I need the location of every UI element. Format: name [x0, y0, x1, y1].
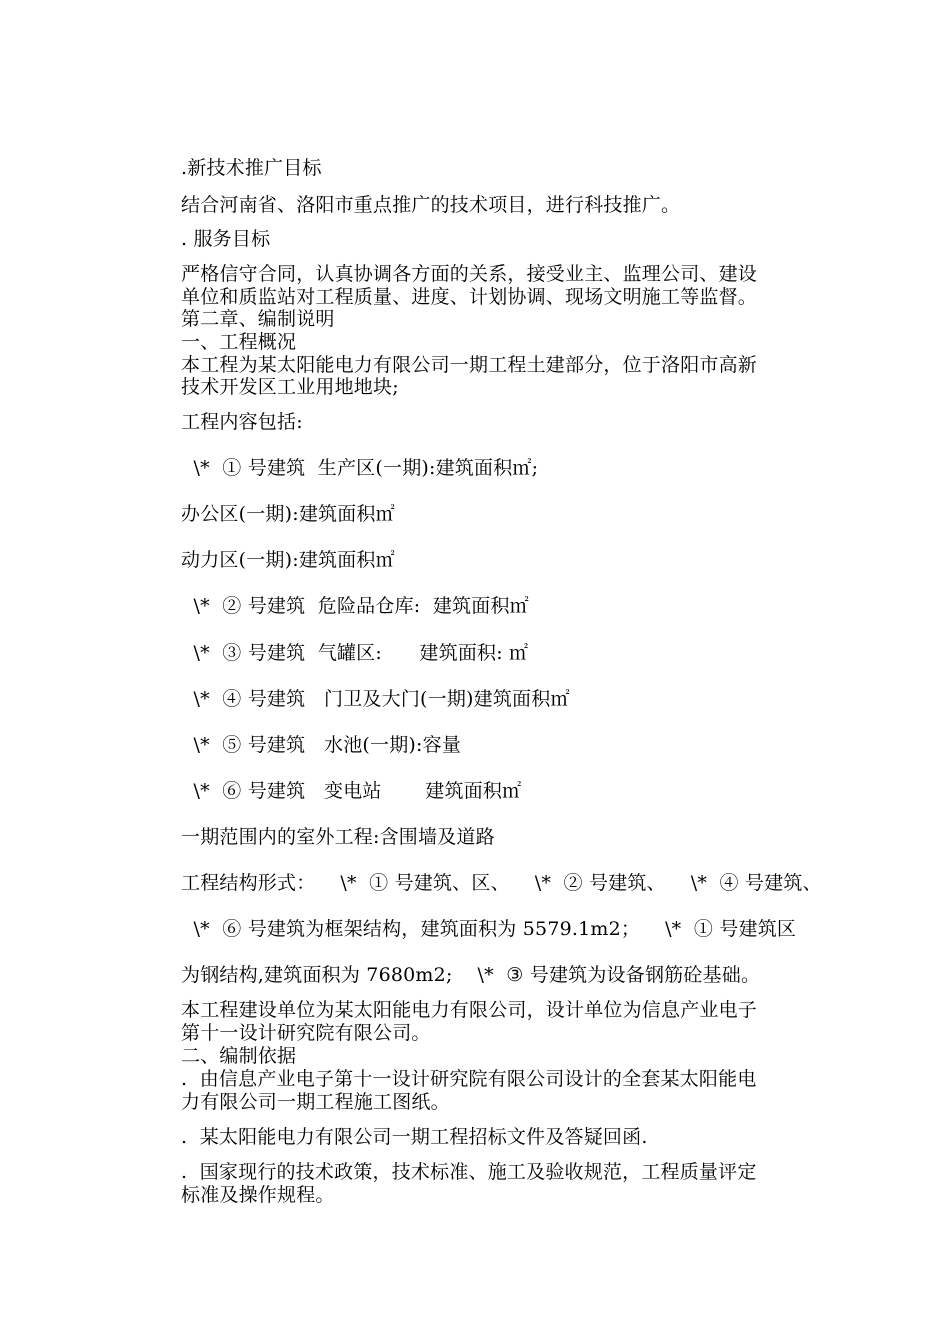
basis-item-1-line-1: . 由信息产业电子第十一设计研究院有限公司设计的全套某太阳能电	[181, 1068, 757, 1090]
list-item-building-2: \* ② 号建筑 危险品仓库: 建筑面积㎡	[181, 595, 529, 617]
basis-item-3-line-2: 标准及操作规程。	[181, 1184, 335, 1206]
list-item-building-4: \* ④ 号建筑 门卫及大门(一期)建筑面积㎡	[181, 688, 570, 710]
list-item-building-3: \* ③ 号建筑 气罐区: 建筑面积: ㎡	[181, 642, 529, 664]
heading-new-tech-goal: .新技术推广目标	[181, 157, 322, 179]
heading-service-goal: . 服务目标	[181, 228, 271, 250]
chapter-two-title: 第二章、编制说明	[181, 308, 335, 330]
basis-item-2: . 某太阳能电力有限公司一期工程招标文件及答疑回函.	[181, 1126, 648, 1148]
paragraph-structure-line-1: 工程结构形式： \* ① 号建筑、区、 \* ② 号建筑、 \* ④ 号建筑、	[181, 872, 822, 894]
section-overview-heading: 一、工程概况	[181, 331, 297, 353]
list-item-building-6: \* ⑥ 号建筑 变电站 建筑面积㎡	[181, 780, 522, 802]
paragraph-new-tech: 结合河南省、洛阳市重点推广的技术项目，进行科技推广。	[181, 194, 681, 216]
list-item-power-area: 动力区(一期):建筑面积㎡	[181, 549, 395, 571]
paragraph-structure-line-3: 为钢结构,建筑面积为 7680m2; \* ③ 号建筑为设备钢筋砼基础。	[181, 964, 761, 986]
basis-item-3-line-1: . 国家现行的技术政策，技术标准、施工及验收规范，工程质量评定	[181, 1161, 757, 1183]
basis-item-1-line-2: 力有限公司一期工程施工图纸。	[181, 1091, 450, 1113]
paragraph-units-line-2: 第十一设计研究院有限公司。	[181, 1022, 431, 1044]
paragraph-service-line-2: 单位和质监站对工程质量、进度、计划协调、现场文明施工等监督。	[181, 286, 758, 308]
paragraph-units-line-1: 本工程建设单位为某太阳能电力有限公司，设计单位为信息产业电子	[181, 999, 758, 1021]
list-item-office-area: 办公区(一期):建筑面积㎡	[181, 503, 395, 525]
paragraph-service-line-1: 严格信守合同，认真协调各方面的关系，接受业主、监理公司、建设	[181, 263, 758, 285]
paragraph-outdoor-works: 一期范围内的室外工程:含围墙及道路	[181, 826, 495, 848]
paragraph-overview-line-1: 本工程为某太阳能电力有限公司一期工程土建部分，位于洛阳市高新	[181, 354, 758, 376]
list-item-building-1: \* ① 号建筑 生产区(一期):建筑面积㎡;	[181, 457, 539, 479]
paragraph-overview-line-2: 技术开发区工业用地地块;	[181, 376, 399, 398]
list-item-building-5: \* ⑤ 号建筑 水池(一期):容量	[181, 734, 462, 756]
section-basis-heading: 二、编制依据	[181, 1045, 297, 1067]
content-intro: 工程内容包括:	[181, 411, 303, 433]
paragraph-structure-line-2: \* ⑥ 号建筑为框架结构，建筑面积为 5579.1m2； \* ① 号建筑区	[181, 918, 797, 940]
